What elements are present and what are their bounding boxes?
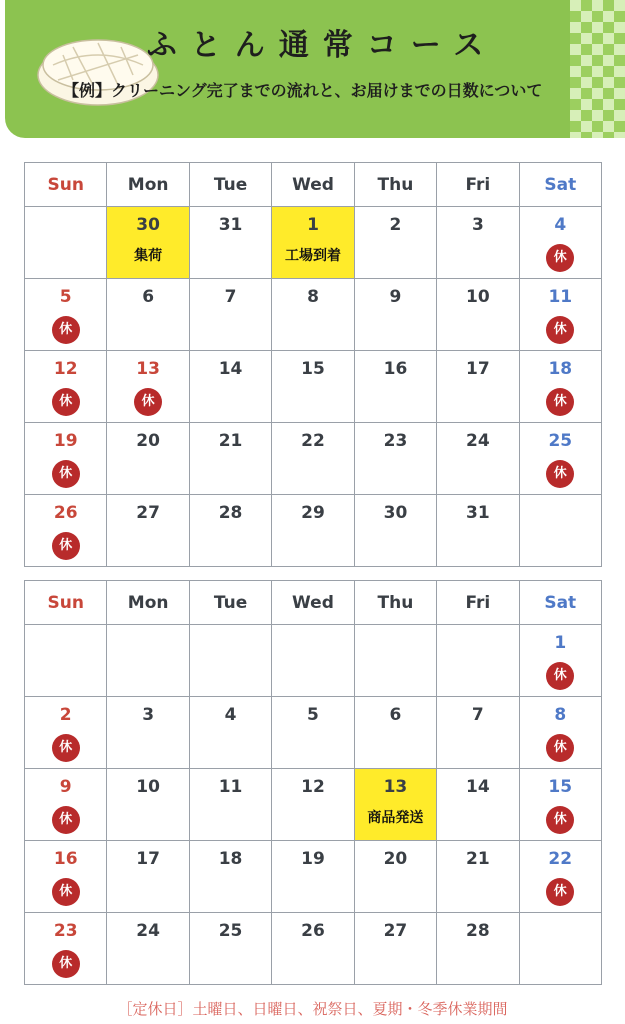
day-cell (519, 351, 601, 423)
day-number: 30 (383, 503, 408, 523)
day-cell (189, 697, 271, 769)
day-cell (437, 495, 519, 567)
day-cell (437, 769, 519, 841)
day-number: 9 (389, 287, 402, 307)
week-row (25, 423, 602, 495)
day-cell (437, 697, 519, 769)
empty-day-cell (189, 625, 271, 697)
day-number: 29 (301, 503, 325, 523)
day-number: 31 (218, 215, 243, 235)
weekday-header-row (25, 581, 602, 625)
day-number: 8 (307, 287, 319, 307)
day-number: 14 (218, 359, 243, 379)
day-cell (354, 207, 436, 279)
weekday-label: Mon (107, 163, 189, 207)
day-cell (519, 423, 601, 495)
empty-day-cell (519, 495, 601, 567)
day-cell (519, 207, 601, 279)
day-number: 25 (218, 921, 243, 941)
day-number: 27 (383, 921, 408, 941)
header-banner (5, 0, 625, 138)
day-number: 28 (218, 503, 243, 523)
weekday-label: Tue (189, 163, 271, 207)
day-number: 10 (136, 777, 160, 797)
day-number: 22 (548, 849, 573, 869)
day-cell (437, 423, 519, 495)
day-cell (519, 279, 601, 351)
holiday-badge: 休 (52, 950, 80, 978)
holiday-badge: 休 (52, 734, 80, 762)
day-number: 10 (466, 287, 490, 307)
day-number: 13 (383, 777, 408, 797)
day-number: 5 (59, 287, 72, 307)
day-cell (272, 841, 354, 913)
holiday-badge: 休 (52, 388, 80, 416)
day-number: 18 (218, 849, 243, 869)
weekday-label: Thu (354, 163, 436, 207)
day-cell (354, 841, 436, 913)
day-cell (437, 207, 519, 279)
day-number: 16 (383, 359, 408, 379)
holiday-badge: 休 (52, 806, 80, 834)
day-number: 1 (554, 633, 567, 653)
day-cell (354, 351, 436, 423)
day-number: 20 (136, 431, 160, 451)
day-number: 22 (301, 431, 325, 451)
day-cell (272, 423, 354, 495)
holiday-badge: 休 (52, 460, 80, 488)
day-cell (189, 279, 271, 351)
day-number: 3 (142, 705, 155, 725)
day-cell (107, 207, 189, 279)
empty-day-cell (272, 625, 354, 697)
week-row (25, 769, 602, 841)
week-row (25, 351, 602, 423)
day-cell (25, 841, 107, 913)
calendar-month-2 (24, 580, 602, 985)
day-event-label: 商品発送 (367, 810, 424, 826)
day-cell (519, 625, 601, 697)
day-cell (272, 495, 354, 567)
day-cell (189, 423, 271, 495)
empty-day-cell (25, 207, 107, 279)
page-subtitle: 【例】クリーニング完了までの流れと、お届けまでの日数について (63, 81, 543, 100)
weekday-label: Mon (107, 581, 189, 625)
day-number: 19 (301, 849, 325, 869)
day-cell (272, 697, 354, 769)
day-cell (189, 841, 271, 913)
day-cell (519, 841, 601, 913)
day-number: 12 (53, 359, 78, 379)
day-cell (272, 351, 354, 423)
day-number: 21 (466, 849, 490, 869)
day-number: 1 (307, 215, 319, 235)
week-row (25, 279, 602, 351)
holiday-badge: 休 (546, 316, 574, 344)
week-row (25, 207, 602, 279)
day-cell (107, 769, 189, 841)
weekday-label: Thu (354, 581, 436, 625)
week-row (25, 913, 602, 985)
day-number: 8 (554, 705, 567, 725)
day-cell (354, 913, 436, 985)
day-number: 26 (53, 503, 78, 523)
day-number: 25 (548, 431, 573, 451)
weekday-label: Sun (25, 581, 107, 625)
week-row (25, 697, 602, 769)
day-number: 13 (136, 359, 160, 379)
day-cell (189, 495, 271, 567)
day-number: 4 (554, 215, 567, 235)
day-number: 7 (471, 705, 484, 725)
day-cell (107, 423, 189, 495)
holiday-badge: 休 (546, 662, 574, 690)
day-number: 27 (136, 503, 160, 523)
day-cell (354, 423, 436, 495)
day-number: 23 (53, 921, 78, 941)
empty-day-cell (437, 625, 519, 697)
closed-days-note: ［定休日］土曜日、日曜日、祝祭日、夏期・冬季休業期間 (117, 1000, 508, 1018)
day-cell (25, 697, 107, 769)
day-number: 31 (466, 503, 490, 523)
day-cell (107, 495, 189, 567)
empty-day-cell (107, 625, 189, 697)
holiday-badge: 休 (546, 878, 574, 906)
day-number: 14 (466, 777, 490, 797)
day-event-label: 工場到着 (285, 248, 341, 264)
day-number: 15 (548, 777, 573, 797)
holiday-badge: 休 (546, 244, 574, 272)
day-number: 3 (471, 215, 484, 235)
holiday-badge: 休 (546, 388, 574, 416)
day-cell (107, 841, 189, 913)
day-cell (437, 841, 519, 913)
day-cell (189, 351, 271, 423)
day-number: 2 (59, 705, 72, 725)
holiday-badge: 休 (134, 388, 162, 416)
day-number: 6 (142, 287, 155, 307)
day-cell (437, 913, 519, 985)
day-number: 26 (301, 921, 325, 941)
day-cell (25, 279, 107, 351)
empty-day-cell (519, 913, 601, 985)
day-cell (519, 769, 601, 841)
weekday-label: Sat (519, 163, 601, 207)
day-cell (107, 697, 189, 769)
weekday-label: Wed (272, 581, 354, 625)
day-cell (272, 769, 354, 841)
day-number: 19 (53, 431, 78, 451)
day-number: 7 (224, 287, 237, 307)
day-cell (189, 769, 271, 841)
day-cell (519, 697, 601, 769)
weekday-label: Sat (519, 581, 601, 625)
week-row (25, 841, 602, 913)
day-number: 21 (218, 431, 243, 451)
week-row (25, 495, 602, 567)
holiday-badge: 休 (546, 734, 574, 762)
weekday-label: Wed (272, 163, 354, 207)
holiday-badge: 休 (546, 460, 574, 488)
day-cell (354, 279, 436, 351)
day-number: 11 (548, 287, 573, 307)
weekday-label: Sun (25, 163, 107, 207)
day-number: 28 (466, 921, 490, 941)
weekday-label: Fri (437, 163, 519, 207)
day-number: 23 (383, 431, 408, 451)
weekday-header-row (25, 163, 602, 207)
day-number: 5 (307, 705, 319, 725)
holiday-badge: 休 (546, 806, 574, 834)
day-cell (437, 351, 519, 423)
day-number: 16 (53, 849, 78, 869)
day-cell (437, 279, 519, 351)
day-number: 15 (301, 359, 325, 379)
calendar-month-1 (24, 162, 602, 567)
holiday-badge: 休 (52, 878, 80, 906)
day-cell (25, 423, 107, 495)
day-number: 17 (136, 849, 160, 869)
day-number: 11 (218, 777, 243, 797)
day-cell (189, 913, 271, 985)
day-cell (25, 913, 107, 985)
day-number: 24 (136, 921, 160, 941)
day-number: 4 (224, 705, 237, 725)
weekday-label: Fri (437, 581, 519, 625)
day-cell (354, 495, 436, 567)
holiday-badge: 休 (52, 316, 80, 344)
weekday-label: Tue (189, 581, 271, 625)
day-cell (272, 913, 354, 985)
empty-day-cell (25, 625, 107, 697)
day-cell (354, 769, 436, 841)
empty-day-cell (354, 625, 436, 697)
day-cell (354, 697, 436, 769)
day-cell (25, 495, 107, 567)
day-number: 2 (389, 215, 402, 235)
day-cell (189, 207, 271, 279)
day-cell (107, 913, 189, 985)
day-cell (25, 351, 107, 423)
day-cell (25, 769, 107, 841)
day-number: 12 (301, 777, 325, 797)
day-cell (107, 351, 189, 423)
day-number: 24 (466, 431, 490, 451)
day-number: 30 (136, 215, 160, 235)
day-number: 17 (466, 359, 490, 379)
day-cell (272, 279, 354, 351)
day-number: 6 (389, 705, 402, 725)
day-number: 18 (548, 359, 573, 379)
day-cell (272, 207, 354, 279)
day-cell (107, 279, 189, 351)
day-event-label: 集荷 (134, 248, 163, 264)
day-number: 20 (383, 849, 408, 869)
day-number: 9 (59, 777, 72, 797)
page-title: ふとん通常コース (146, 28, 498, 63)
week-row (25, 625, 602, 697)
holiday-badge: 休 (52, 532, 80, 560)
